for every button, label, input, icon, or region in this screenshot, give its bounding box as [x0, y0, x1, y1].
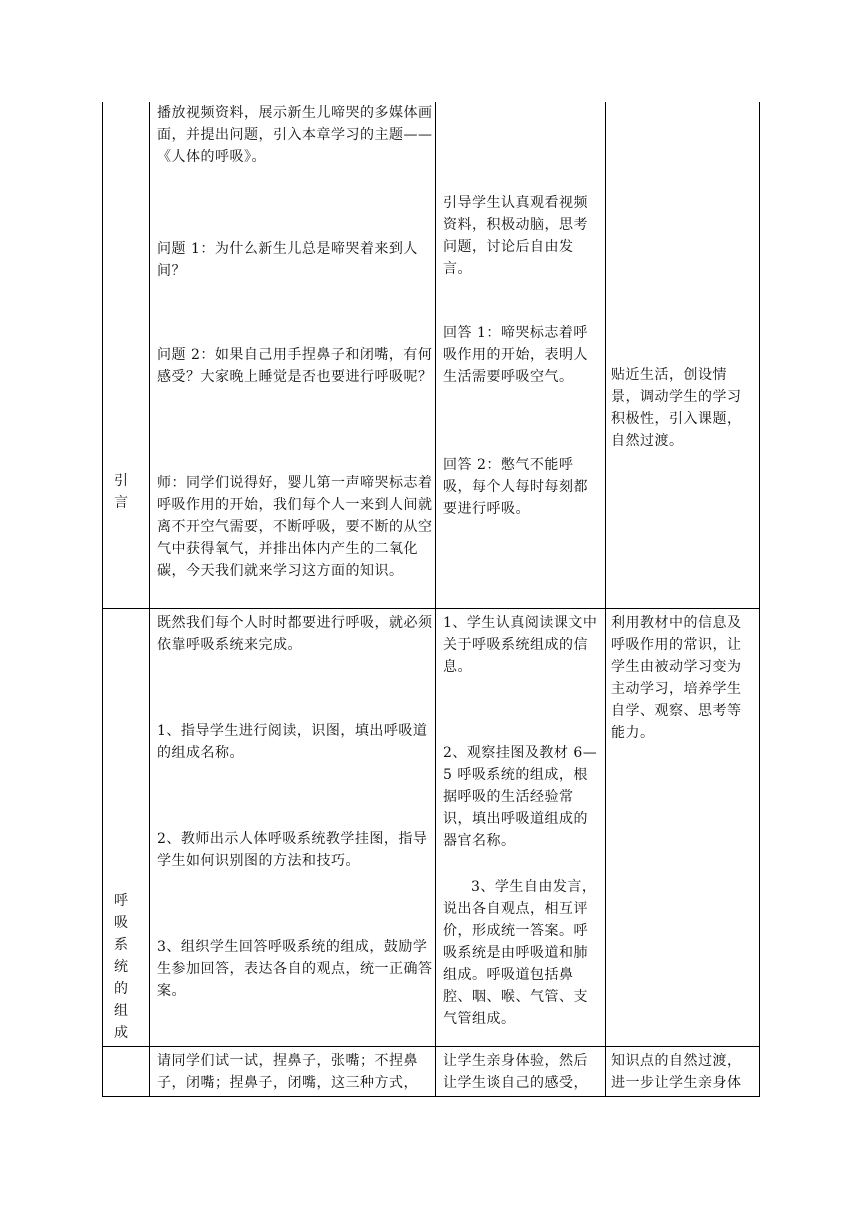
paragraph: 问题 2：如果自己用手捏鼻子和闭嘴，有何感受？大家晚上睡觉是否也要进行呼吸呢？ — [157, 347, 433, 385]
section-label-intro: 引言 — [114, 473, 128, 511]
teacher-activity-intro — [157, 102, 433, 608]
section-label-respiratory-system: 呼吸系统的组成 — [114, 893, 128, 1041]
paragraph: 问题 1：为什么新生儿总是啼哭着来到人间？ — [157, 241, 418, 279]
row-divider — [103, 608, 759, 609]
paragraph: 回答 1：啼哭标志着呼吸作用的开始，表明人生活需要呼吸空气。 — [443, 325, 588, 385]
paragraph: 回答 2：憋气不能呼吸，每个人每时每刻都要进行呼吸。 — [443, 457, 588, 517]
paragraph: 3、组织学生回答呼吸系统的组成，鼓励学生参加回答，表达各自的观点，统一正确答案。 — [157, 939, 433, 999]
teacher-activity-experience — [157, 1050, 433, 1096]
paragraph: 播放视频资料，展示新生儿啼哭的多媒体画面，并提出问题，引入本章学习的主题——《人体的呼吸》。 — [157, 105, 433, 165]
paragraph: 师：同学们说得好，婴儿第一声啼哭标志着呼吸作用的开始，我们每个人一来到人间就离不开空气需要，不断呼吸，要不断的从空气中获得氧气，并排出体内产生的二氧化碳，今天我们就来学习这方面的知识。 — [157, 475, 433, 579]
paragraph: 2、观察挂图及教材 6—5 呼吸系统的组成，根据呼吸的生活经验常识，填出呼吸道组成的器官名称。 — [443, 745, 598, 849]
paragraph: 让学生亲身体验，然后让学生谈自己的感受， — [443, 1053, 588, 1091]
paragraph: 请同学们试一试，捏鼻子，张嘴；不捏鼻子，闭嘴；捏鼻子，闭嘴，这三种方式， — [157, 1053, 418, 1091]
lesson-plan-table — [102, 102, 760, 1097]
paragraph: 知识点的自然过渡，进一步让学生亲身体 — [611, 1053, 742, 1091]
student-activity-respiratory — [443, 612, 601, 1042]
column-divider — [605, 102, 606, 1096]
column-divider — [435, 102, 436, 1096]
paragraph: 利用教材中的信息及呼吸作用的常识，让学生由被动学习变为主动学习，培养学生自学、观察、思考等能力。 — [611, 615, 742, 741]
paragraph: 既然我们每个人时时都要进行呼吸，就必须依靠呼吸系统来完成。 — [157, 615, 433, 653]
teacher-activity-respiratory — [157, 612, 433, 1042]
paragraph: 3、学生自由发言，说出各自观点，相互评价，形成统一答案。呼吸系统是由呼吸道和肺组成。呼吸道包括鼻腔、咽、喉、气管、支气管组成。 — [443, 879, 597, 1027]
column-divider — [149, 102, 150, 1096]
design-intent-intro — [611, 102, 755, 608]
paragraph: 引导学生认真观看视频资料，积极动脑，思考问题，讨论后自由发言。 — [443, 195, 588, 277]
paragraph: 贴近生活，创设情景，调动学生的学习积极性，引入课题，自然过渡。 — [611, 367, 742, 449]
design-intent-experience — [611, 1050, 755, 1096]
row-divider — [103, 1046, 759, 1047]
student-activity-experience — [443, 1050, 601, 1096]
paragraph: 1、指导学生进行阅读，识图，填出呼吸道的组成名称。 — [157, 723, 428, 761]
paragraph: 2、教师出示人体呼吸系统教学挂图，指导学生如何识别图的方法和技巧。 — [157, 831, 428, 869]
design-intent-respiratory — [611, 612, 755, 1042]
student-activity-intro — [443, 102, 601, 608]
paragraph: 1、学生认真阅读课文中关于呼吸系统组成的信息。 — [443, 615, 598, 675]
